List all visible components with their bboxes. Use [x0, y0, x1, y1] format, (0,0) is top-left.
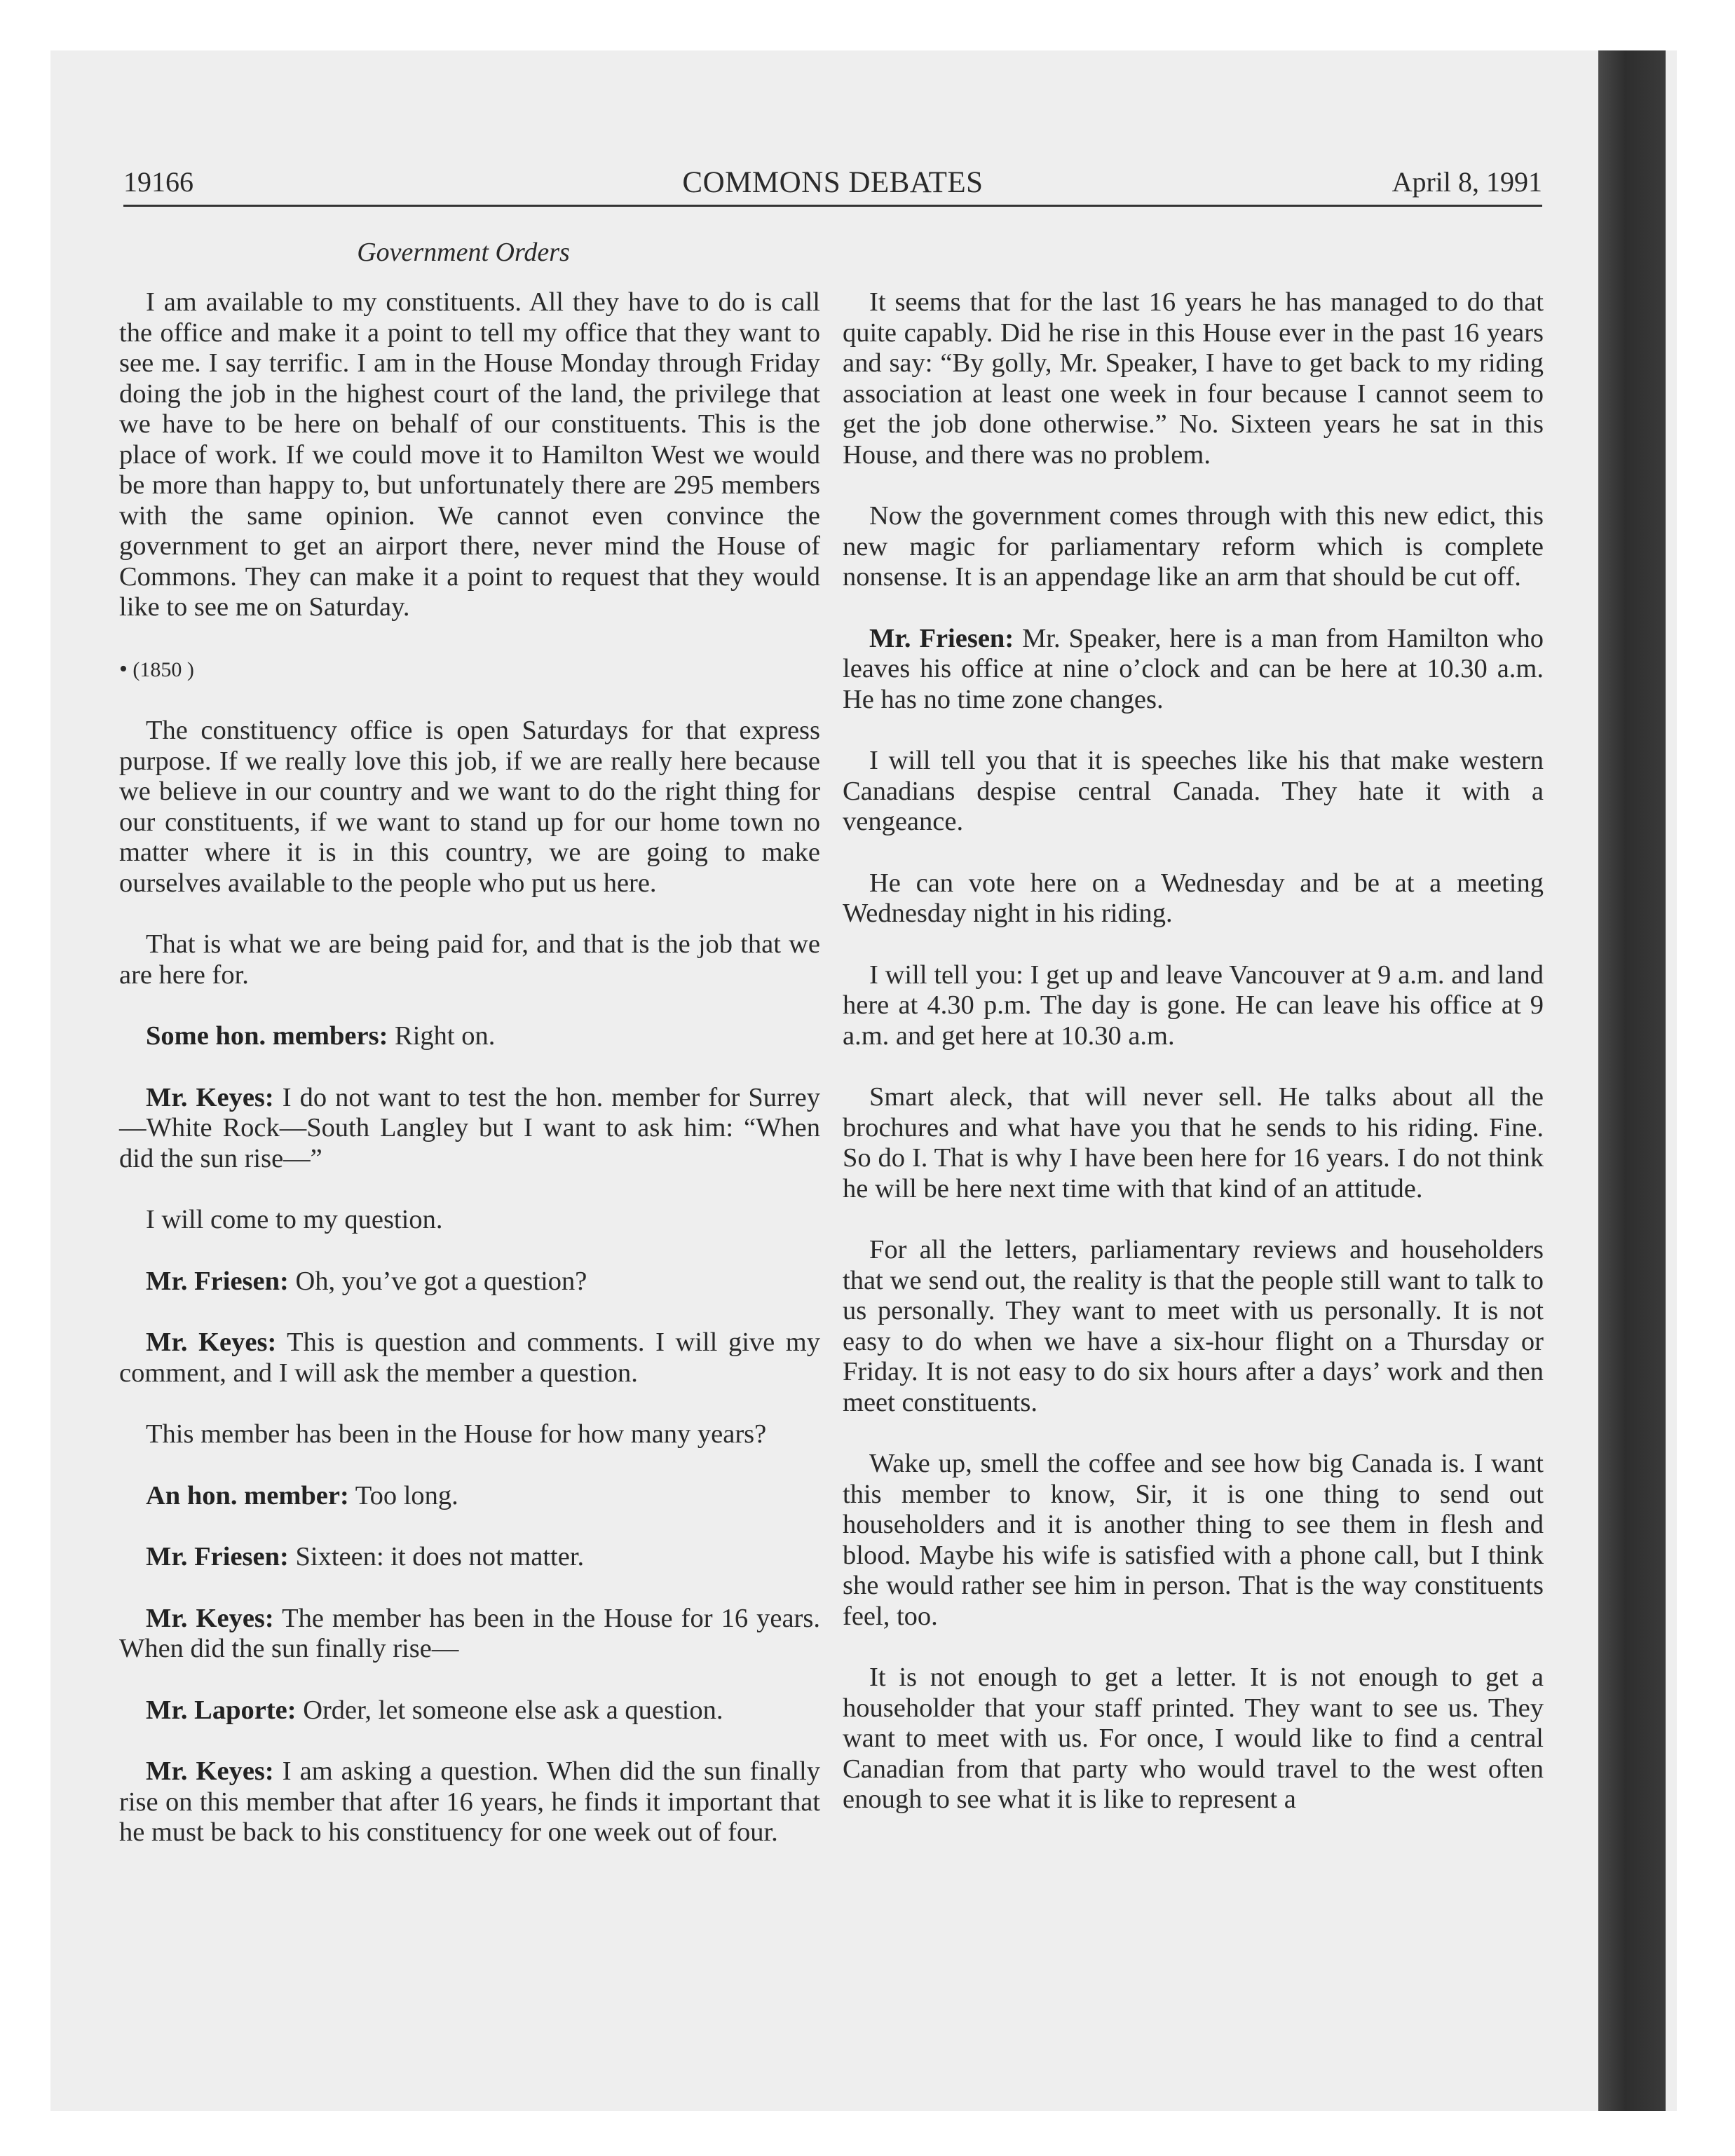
speech-text: The member has been in the House for 16 years. When did the sun finally rise— — [119, 1603, 820, 1663]
speech-text: Sixteen: it does not matter. — [288, 1542, 585, 1571]
time-stamp: (1850 ) — [132, 657, 194, 681]
speech — [119, 1267, 820, 1297]
speaker-name: Mr. Keyes: — [146, 1082, 274, 1112]
speech-text: Too long. — [348, 1480, 458, 1510]
time-marker — [119, 654, 820, 685]
paragraph: It seems that for the last 16 years he has managed to do that quite capably. Did he rise in this House ever in the past 16 years and say: “By golly, Mr. Speaker, I have to get back to my riding association at least one week in four because I cannot seem to get the job done otherwise.” No. Sixteen years he sat in this House, and there was no problem. — [843, 287, 1544, 470]
speech-text: Order, let someone else ask a question. — [296, 1695, 723, 1725]
page-number: 19166 — [123, 166, 193, 198]
speech — [119, 1328, 820, 1389]
section-heading: Government Orders — [357, 238, 570, 267]
speaker-name: Mr. Keyes: — [146, 1603, 274, 1633]
speech-text: This is question and comments. I will give my comment, and I will ask the member a question. — [119, 1328, 820, 1388]
paragraph: Wake up, smell the coffee and see how big Canada is. I want this member to know, Sir, it is one thing to send out householders and it is another thing to see them in flesh and blood. Maybe his wife is satisfied with a phone call, but I think she would rather see him in person. That is the way constituents feel, too. — [843, 1449, 1544, 1631]
paragraph: Smart aleck, that will never sell. He talks about all the brochures and what have you that he sends to his riding. Fine. So do I. That is why I have been here for 16 years. I do not think he will be here next time with that kind of an attitude. — [843, 1082, 1544, 1203]
speech — [119, 1756, 820, 1848]
bullet-icon: • — [119, 655, 128, 682]
speech — [119, 1481, 820, 1512]
paragraph: The constituency office is open Saturdays for that express purpose. If we really love this job, if we are really here because we believe in our country and we want to do the right thing for our constituents, if we want to stand up for our home town no matter where it is in this country, we are going to make ourselves available to the people who put us here. — [119, 716, 820, 898]
page-header — [123, 163, 1542, 205]
paragraph: It is not enough to get a letter. It is not enough to get a householder that your staff printed. They want to see us. They want to meet with us. For once, I would like to find a central Canadian from that party who would travel to the west often enough to see what it is like to represent a — [843, 1663, 1544, 1814]
paragraph: This member has been in the House for how many years? — [146, 1419, 767, 1449]
left-column — [119, 287, 820, 1879]
paragraph: I am available to my constituents. All they have to do is call the office and make it a point to tell my office that they want to see me. I say terrific. I am in the House Monday through Friday doing the job in the highest court of the land, the privilege that we have to be here on behalf of our constituents. This is the place of work. If we could move it to Hamilton West we would be more than happy to, but unfortunately there are 295 members with the same opinion. We cannot even convince the government to get an airport there, never mind the House of Commons. They can make it a point to request that they would like to see me on Saturday. — [119, 287, 820, 622]
speech — [843, 624, 1544, 716]
speech-text: Mr. Speaker, here is a man from Hamilton who leaves his office at nine o’clock and can be here at 10.30 a.m. He has no time zone changes. — [843, 623, 1544, 714]
speaker-name: Some hon. members: — [146, 1021, 388, 1051]
speech — [119, 1696, 820, 1726]
speech — [119, 1083, 820, 1175]
speaker-name: Mr. Friesen: — [146, 1542, 289, 1571]
speech-text: Oh, you’ve got a question? — [288, 1266, 587, 1296]
publication-title: COMMONS DEBATES — [682, 166, 984, 199]
speech — [119, 1542, 820, 1573]
header-rule — [123, 205, 1542, 207]
paragraph: I will come to my question. — [146, 1205, 443, 1234]
speaker-name: Mr. Friesen: — [146, 1266, 289, 1296]
right-column — [843, 287, 1544, 1846]
paragraph: Now the government comes through with this new edict, this new magic for parliamentary reform which is complete nonsense. It is an appendage like an arm that should be cut off. — [843, 501, 1544, 592]
paragraph: I will tell you that it is speeches like his that make western Canadians despise central Canada. They hate it with a vengeance. — [843, 746, 1544, 836]
speech-text: Right on. — [388, 1021, 496, 1051]
speech-text: I do not want to test the hon. member for Surrey—White Rock—South Langley but I want to ask him: “When did the sun rise—” — [119, 1082, 820, 1173]
paragraph: For all the letters, parliamentary reviews and householders that we send out, the reality is that the people still want to talk to us personally. They want to meet with us personally. It is not easy to do when we have a six-hour flight on a Thursday or Friday. It is not easy to do six hours after a days’ work and then meet constituents. — [843, 1235, 1544, 1417]
paragraph: He can vote here on a Wednesday and be at a meeting Wednesday night in his riding. — [843, 868, 1544, 928]
speaker-name: Mr. Keyes: — [146, 1328, 277, 1357]
speaker-name: An hon. member: — [146, 1480, 349, 1510]
speaker-name: Mr. Keyes: — [146, 1756, 274, 1786]
speech — [119, 1021, 820, 1052]
speaker-name: Mr. Friesen: — [869, 623, 1014, 653]
paragraph: I will tell you: I get up and leave Vancouver at 9 a.m. and land here at 4.30 p.m. The day is gone. He can leave his office at 9 a.m. and get here at 10.30 a.m. — [843, 960, 1544, 1051]
page-date: April 8, 1991 — [1392, 166, 1542, 198]
binding-edge — [1598, 50, 1666, 2111]
speaker-name: Mr. Laporte: — [146, 1695, 297, 1725]
speech-text: I am asking a question. When did the sun finally rise on this member that after 16 years, he finds it important that he must be back to his constituency for one week out of four. — [119, 1756, 820, 1847]
paragraph: That is what we are being paid for, and that is the job that we are here for. — [119, 929, 820, 990]
speech — [119, 1604, 820, 1665]
